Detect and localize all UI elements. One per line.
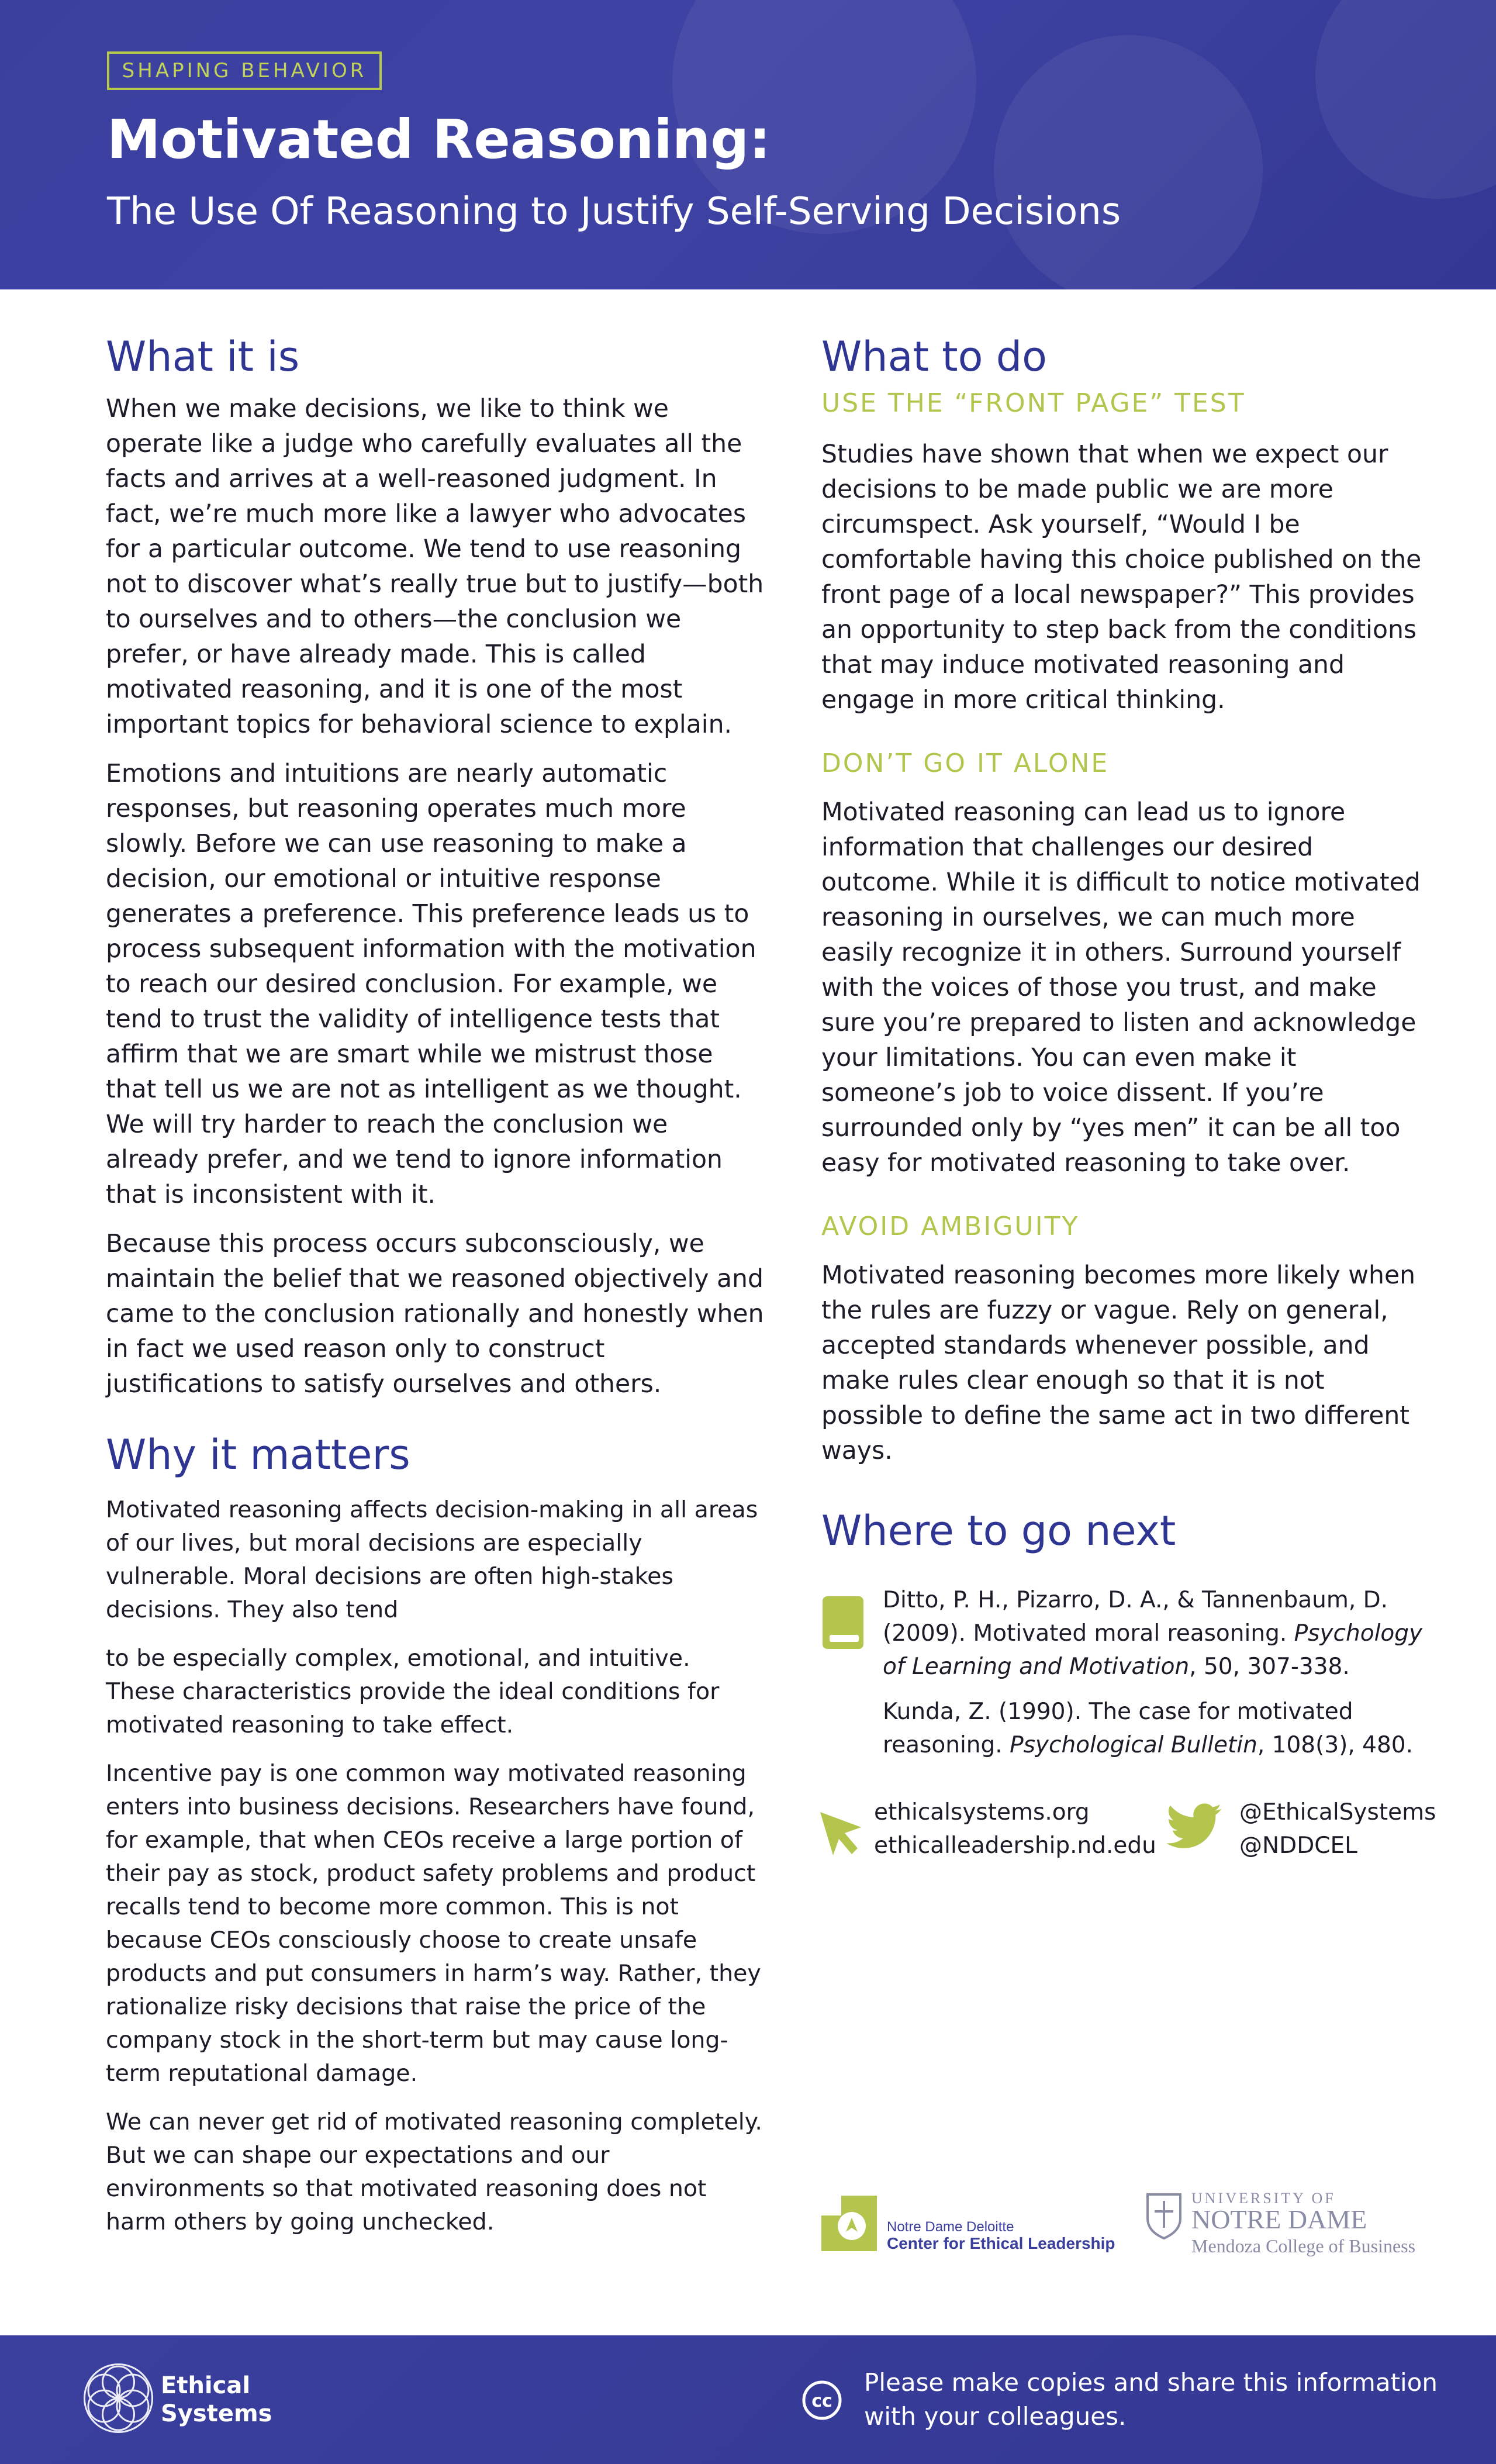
crest-icon: [1146, 2193, 1182, 2239]
reference-item: Ditto, P. H., Pizarro, D. A., & Tannenbaum, D. (2009). Motivated moral reasoning. Psychology of Learning and Motivation, 50, 307-338.: [883, 1587, 1423, 1680]
what-it-is-paragraph: Because this process occurs subconsciously, we maintain the belief that we reasoned objectively and came to the conclusion rationally and honestly when in fact we used reason only to construct justifications to satisfy ourselves and others.: [106, 1230, 764, 1399]
university-of-text: UNIVERSITY OF: [1191, 2190, 1336, 2207]
footer: [0, 2335, 1496, 2464]
center-logo-bold: Center for Ethical Leadership: [887, 2234, 1115, 2252]
dont-go-alone-text: Motivated reasoning can lead us to ignore information that challenges our desired outcome. While it is difficult to notice motivated reasoning in ourselves, we can much more easily recognize it in others. Surround yourself with the voices of those you trust, and make sure you’re prepared to listen and acknowledge your limitations. You can even make it someone’s job to voice dissent. If you’re surrounded only by “yes men” it can be all too easy for motivated reasoning to take over.: [821, 798, 1421, 1178]
references: [821, 1583, 1429, 1762]
creative-commons-icon: [802, 2380, 842, 2420]
why-it-matters-paragraph: to be especially complex, emotional, and intuitive. These characteristics provide the ideal conditions for motivated reasoning to take effect.: [106, 1645, 720, 1738]
footer-brand-line: Ethical: [161, 2372, 251, 2399]
where-next-heading: Where to go next: [821, 1507, 1176, 1555]
why-it-matters-paragraph: Motivated reasoning affects decision-making in all areas of our lives, but moral decisions are especially vulnerable. Moral decisions are often high-stakes decisions. They also tend: [106, 1496, 758, 1623]
section-tag: SHAPING BEHAVIOR: [107, 51, 382, 90]
right-column: [821, 327, 1436, 1872]
site-link[interactable]: ethicalleadership.nd.edu: [874, 1833, 1156, 1859]
college-text: Mendoza College of Business: [1191, 2235, 1416, 2256]
photo-shape: [994, 35, 1263, 289]
notre-dame-logo: [1146, 2190, 1438, 2263]
svg-text:cc: cc: [811, 2391, 832, 2411]
footer-brand-line: Systems: [161, 2400, 272, 2427]
why-it-matters-paragraph: Incentive pay is one common way motivated reasoning enters into business decisions. Researchers have found, for example, that when CEOs receive a large portion of their pay as stock, product safety problems and product recalls tend to become more common. This is not because CEOs consciously choose to create unsafe products and put consumers in harm’s way. Rather, they rationalize risky decisions that raise the price of the company stock in the short-term but may cause long-term reputational damage.: [106, 1760, 761, 2087]
reference-item: Kunda, Z. (1990). The case for motivated reasoning. Psychological Bulletin, 108(3), 480.: [883, 1699, 1413, 1758]
center-logo-icon: [821, 2196, 877, 2251]
what-to-do-heading: What to do: [821, 333, 1047, 381]
footer-brand: [161, 2372, 272, 2428]
front-page-text: Studies have shown that when we expect our decisions to be made public we are more circumspect. Ask yourself, “Would I be comfortable having this choice published on the front page of a local newspaper?” This provides an opportunity to step back from the conditions that may induce motivated reasoning and engage in more critical thinking.: [821, 440, 1422, 715]
avoid-ambiguity-subheading: AVOID AMBIGUITY: [821, 1212, 1080, 1241]
dont-go-alone-subheading: DON’T GO IT ALONE: [821, 748, 1110, 778]
cursor-icon: [816, 1807, 868, 1860]
center-logo-small: Notre Dame Deloitte: [887, 2219, 1014, 2235]
twitter-handle[interactable]: @NDDCEL: [1239, 1833, 1357, 1859]
photo-shape: [1315, 0, 1496, 199]
avoid-ambiguity-text: Motivated reasoning becomes more likely when the rules are fuzzy or vague. Rely on general, accepted standards whenever possible, and make rules clear enough so that it is not possible to define the same act in two different ways.: [821, 1261, 1416, 1465]
front-page-subheading: USE THE “FRONT PAGE” TEST: [821, 388, 1246, 418]
why-it-matters-paragraph: We can never get rid of motivated reasoning completely. But we can shape our expectations and our environments so that motivated reasoning does not harm others by going unchecked.: [106, 2108, 762, 2235]
contact-links: [821, 1796, 1436, 1872]
twitter-icon: [1166, 1803, 1222, 1851]
book-icon: [821, 1595, 865, 1650]
nd-deloitte-logo: [821, 2196, 1114, 2254]
ethical-systems-logo-icon: [82, 2362, 155, 2435]
page-subtitle: The Use Of Reasoning to Justify Self-Serving Decisions: [107, 190, 1121, 233]
what-it-is-heading: What it is: [106, 333, 300, 381]
why-it-matters-heading: Why it matters: [106, 1431, 410, 1479]
page-title: Motivated Reasoning:: [107, 108, 771, 171]
share-message: [864, 2366, 1438, 2434]
header-banner: [0, 0, 1496, 289]
share-line: with your colleagues.: [864, 2402, 1127, 2431]
twitter-handle[interactable]: @EthicalSystems: [1239, 1799, 1436, 1825]
share-line: Please make copies and share this information: [864, 2368, 1438, 2397]
left-column: [106, 327, 766, 2239]
site-link[interactable]: ethicalsystems.org: [874, 1799, 1090, 1825]
notre-dame-text: NOTRE DAME: [1191, 2204, 1367, 2234]
what-it-is-paragraph: When we make decisions, we like to think we operate like a judge who carefully evaluates all the facts and arrives at a well-reasoned judgment. In fact, we’re much more like a lawyer who advocates for a particular outcome. We tend to use reasoning not to discover what’s really true but to justify—both to ourselves and to others—the conclusion we prefer, or have already made. This is called motivated reasoning, and it is one of the most important topics for behavioral science to explain.: [106, 395, 764, 739]
what-it-is-paragraph: Emotions and intuitions are nearly automatic responses, but reasoning operates much more slowly. Before we can use reasoning to make a decision, our emotional or intuitive response generates a preference. This preference leads us to process subsequent information with the motivation to reach our desired conclusion. For example, we tend to trust the validity of intelligence tests that affirm that we are smart while we mistrust those that tell us we are not as intelligent as we thought. We will try harder to reach the conclusion we already prefer, and we tend to ignore information that is inconsistent with it.: [106, 760, 756, 1209]
